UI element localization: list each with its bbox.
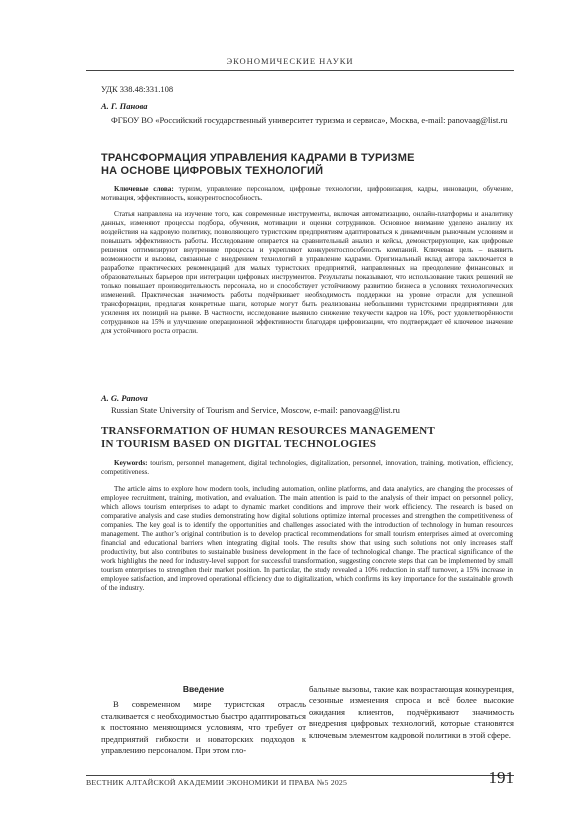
title-en-line1: TRANSFORMATION OF HUMAN RESOURCES MANAGEMENT: [101, 425, 435, 437]
title-ru-line1: ТРАНСФОРМАЦИЯ УПРАВЛЕНИЯ КАДРАМИ В ТУРИЗМЕ: [101, 152, 415, 164]
title-ru-line2: НА ОСНОВЕ ЦИФРОВЫХ ТЕХНОЛОГИЙ: [101, 165, 324, 177]
keywords-ru: [101, 185, 513, 203]
author-en: A. G. Panova: [101, 393, 148, 403]
abstract-ru: Статья направлена на изучение того, как современные инструменты, включая автоматизацию, онлайн-платформы и аналитику данных, изменяют процессы подбора, обучения, мотивации и оценки сотрудников. Основное внимание уделено анализу их воздействия на кадровую политику, позволяющего туристским предприятиям адаптироваться к динамичным рыночным условиям и повышать эффективность работы. Исследование опирается на сравнительный анализ и кейсы, демонстрирующие, как цифровые решения оптимизируют внутренние процессы и укрепляют конкурентоспособность компаний. Ключевая цель – выявить возможности и вызовы, связанные с внедрением технологий в управление кадрами. Оригинальный вклад автора заключается в разработке практических рекомендаций для малых туристских предприятий, направленных на преодоление финансовых и образовательных барьеров при интеграции цифровых инструментов. Результаты показывают, что использование таких решений не только повышает производительность персонала, но и способствует устойчивому развитию бизнеса в условиях технологических изменений. Практическая значимость работы подчёркивает необходимость поддержки на уровне отрасли для успешной трансформации, предлагая конкретные шаги, которые могут быть реализованы небольшими туристскими предприятиями для усиления их позиций на рынке. В частности, исследование выявило снижение текучести кадров на 10%, рост удовлетворённости сотрудников на 15% и улучшение операционной эффективности благодаря цифровизации, что подтверждает её ключевое значение для устойчивого роста отрасли.: [101, 210, 513, 335]
affiliation-en: Russian State University of Tourism and Service, Moscow, e-mail: panovaag@list.ru: [111, 405, 400, 415]
author-ru: А. Г. Панова: [101, 101, 148, 111]
intro-heading: Введение: [182, 684, 225, 694]
body-column-right: [309, 684, 514, 741]
title-en-line2: IN TOURISM BASED ON DIGITAL TECHNOLOGIES: [101, 438, 377, 450]
body-column-left: [101, 684, 306, 756]
keywords-ru-label: Ключевые слова:: [114, 185, 174, 193]
body-paragraph-left: В современном мире туристская отрасль сталкивается с необходимостью быстро адаптироваться к постоянно меняющимся условиям, что требует от предприятий гибкости и новаторских подходов к управлению персоналом. При этом гло-: [101, 699, 306, 756]
journal-footer: ВЕСТНИК АЛТАЙСКОЙ АКАДЕМИИ ЭКОНОМИКИ И ПРАВА №5 2025: [86, 778, 348, 787]
page-number: 191: [488, 768, 514, 787]
affiliation-ru: ФГБОУ ВО «Российский государственный университет туризма и сервиса», Москва, e-mail: panovaag@list.ru: [111, 115, 508, 125]
abstract-en: The article aims to explore how modern tools, including automation, online platforms, and data analytics, are changing the processes of employee recruitment, training, motivation, and evaluation. The main attention is paid to the analysis of their impact on personnel policy, which allows tourism enterprises to adapt to dynamic market conditions and improve their work efficiency. The research is based on comparative analysis and case studies demonstrating how digital solutions optimize internal processes and strengthen the competitiveness of companies. The key goal is to identify the opportunities and challenges associated with the introduction of technology in human resources management. The author’s original contribution is to develop practical recommendations for small tourism enterprises aimed at overcoming financial and educational barriers when integrating digital tools. The results show that using such solutions not only increases staff productivity, but also contributes to sustainable business development in the face of technological change. The practical significance of the work highlights the need for industry-level support for successful transformation, suggesting concrete steps that can be implemented by small tourism enterprises to strengthen their market position. In particular, the study revealed a 10% reduction in staff turnover, a 15% increase in employee satisfaction, and improved operational efficiency due to digitalization, which confirms its key importance for the sustainable growth of the industry.: [101, 485, 513, 592]
section-label: ЭКОНОМИЧЕСКИЕ НАУКИ: [226, 56, 354, 66]
title-ru: [101, 152, 511, 178]
footer-rule: [86, 775, 514, 776]
header-rule: [86, 70, 514, 71]
title-en: [101, 425, 511, 451]
udk-code: УДК 338.48:331.108: [101, 84, 174, 94]
keywords-en-text: tourism, personnel management, digital technologies, digitalization, personnel, innovation, training, motivation, efficiency, competitiveness.: [101, 459, 513, 476]
keywords-en: [101, 459, 513, 477]
keywords-en-label: Keywords:: [114, 459, 148, 467]
keywords-ru-text: туризм, управление персоналом, цифровые технологии, цифровизация, кадры, инновации, обучение, мотивация, эффективность, конкурентоспособность.: [101, 185, 513, 202]
body-paragraph-right: бальные вызовы, такие как возрастающая конкуренция, сезонные изменения спроса и всё более высокие ожидания клиентов, подчёркивают значимость внедрения цифровых технологий, которые становятся ключевым элементом кадровой политики в этой сфере.: [309, 684, 514, 740]
